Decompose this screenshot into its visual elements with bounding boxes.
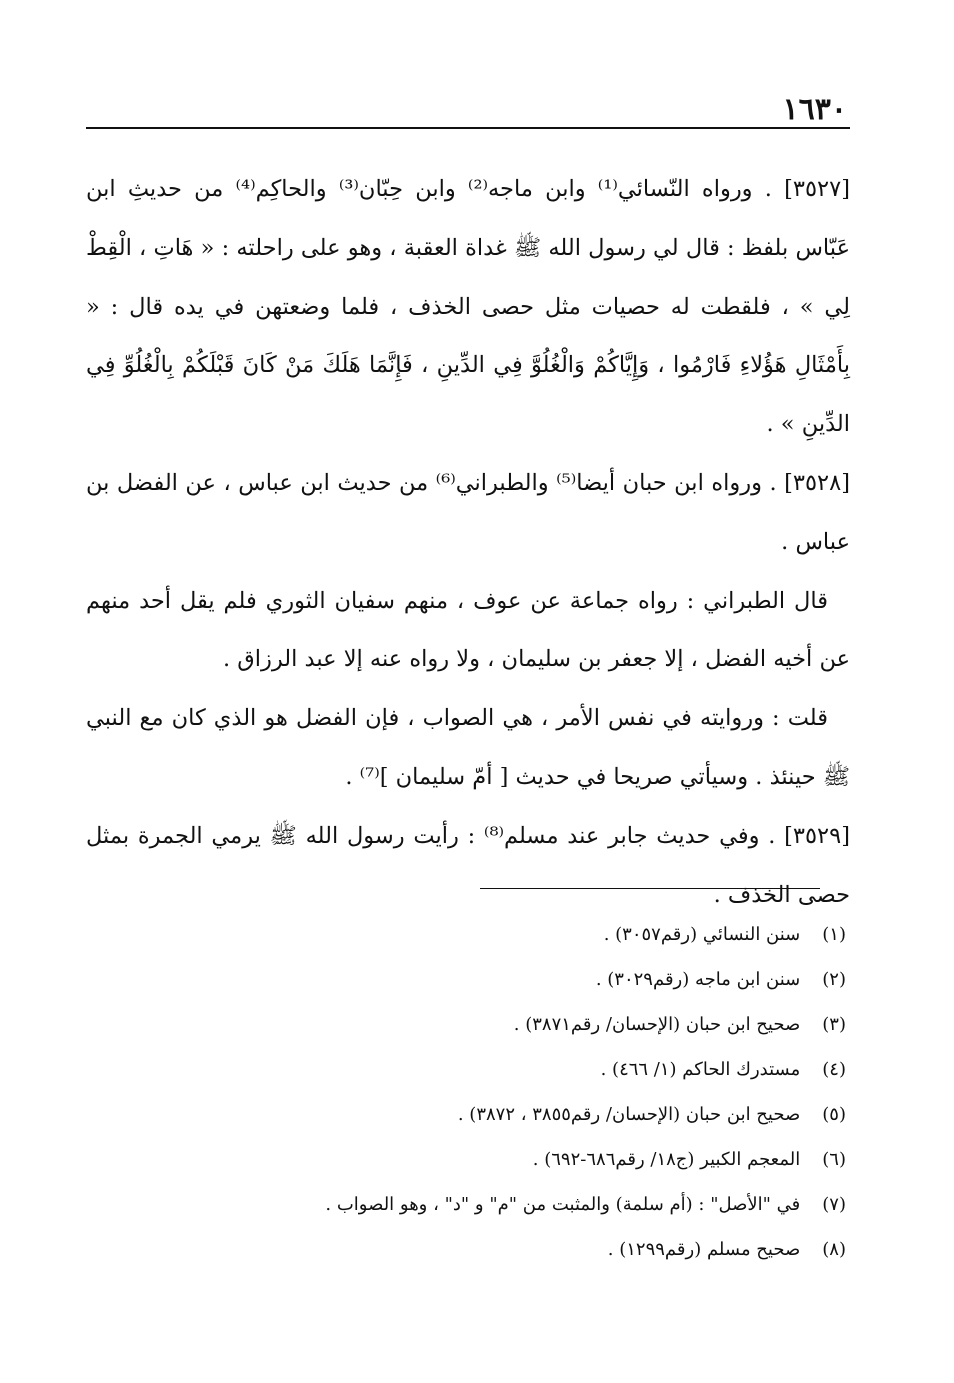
footnote-number: (٥) <box>822 1104 846 1125</box>
footnote-text: صحيح ابن حبان (الإحسان/ رقم٣٨٧١) . <box>513 1014 801 1035</box>
paragraph-tabarani: قال الطبراني : رواه جماعة عن عوف ، منهم سفيان الثوري فلم يقل أحد منهم عن أخيه الفضل ، إلا جعفر بن سليمان ، ولا رواه عنه إلا عبد الرزاق . <box>86 587 850 673</box>
footnote-number: (٨) <box>822 1239 846 1260</box>
footnote-text: صحيح ابن حبان (الإحسان/ رقم٣٨٥٥ ، ٣٨٧٢) . <box>457 1104 801 1125</box>
header-rule <box>86 127 850 129</box>
paragraph-3528: [٣٥٢٨] . ورواه ابن حبان أيضا⁽⁵⁾ والطبراني⁽⁶⁾ من حديث ابن عباس ، عن الفضل بن عباس . <box>86 469 851 555</box>
main-text <box>86 160 850 924</box>
footnote-text: مستدرك الحاكم (١/ ٤٦٦) . <box>600 1059 801 1080</box>
footnote-text: المعجم الكبير (ج١٨/ رقم٦٨٦-٦٩٢) . <box>532 1149 801 1170</box>
footnote-number: (٦) <box>822 1149 846 1170</box>
footnotes <box>110 912 846 1272</box>
footnote-text: سنن ابن ماجه (رقم٣٠٢٩) . <box>595 969 801 990</box>
footnote-number: (٣) <box>822 1014 846 1035</box>
paragraph-qultu: قلت : وروايته في نفس الأمر ، هي الصواب ، فإن الفضل هو الذي كان مع النبي ﷺ حينئذ . وسيأتي صريحا في حديث [ أمّ سليمان ]⁽⁷⁾ . <box>86 705 850 790</box>
footnote-1 <box>110 912 846 957</box>
footnote-separator <box>480 888 820 889</box>
footnote-number: (١) <box>822 924 846 945</box>
footnote-number: (٢) <box>822 969 846 990</box>
footnote-text: سنن النسائي (رقم٣٠٥٧) . <box>603 924 801 945</box>
footnote-5 <box>110 1092 846 1137</box>
footnote-2 <box>110 957 846 1002</box>
footnote-8 <box>110 1227 846 1272</box>
paragraph-3529: [٣٥٢٩] . وفي حديث جابر عند مسلم⁽⁸⁾ : رأيت رسول الله ﷺ يرمي الجمرة بمثل حصى الخذف . <box>86 822 850 908</box>
footnote-6 <box>110 1137 846 1182</box>
footnote-number: (٧) <box>822 1194 846 1215</box>
footnote-text: في "الأصل" : (أم سلمة) والمثبت من "م" و "د" ، وهو الصواب . <box>325 1194 801 1215</box>
footnote-number: (٤) <box>822 1059 846 1080</box>
paragraph-3527: [٣٥٢٧] . ورواه النّسائي⁽¹⁾ وابن ماجه⁽²⁾ وابن حِبّان⁽³⁾ والحاكِم⁽⁴⁾ من حديثِ ابن عَبّاس بلفظ : قال لي رسول الله ﷺ غداة العقبة ، وهو على راحلته : « هَاتِ ، الْقِطْ لِي » ، فلقطت له حصيات مثل حصى الخذف ، فلما وضعتهن في يده قال : « بِأَمْثَالِ هَؤُلاءِ فَارْمُوا ، وَإِيَّاكُمْ وَالْغُلُوَّ فِي الدِّينِ ، فَإِنَّمَا هَلَكَ مَنْ كَانَ قَبْلَكُمْ بِالْغُلُوِّ فِي الدِّينِ » . <box>86 176 850 438</box>
footnote-4 <box>110 1047 846 1092</box>
footnote-text: صحيح مسلم (رقم١٢٩٩) . <box>607 1239 801 1260</box>
page-number: ١٦٣٠ <box>782 92 847 127</box>
footnote-7 <box>110 1182 846 1227</box>
footnote-3 <box>110 1002 846 1047</box>
